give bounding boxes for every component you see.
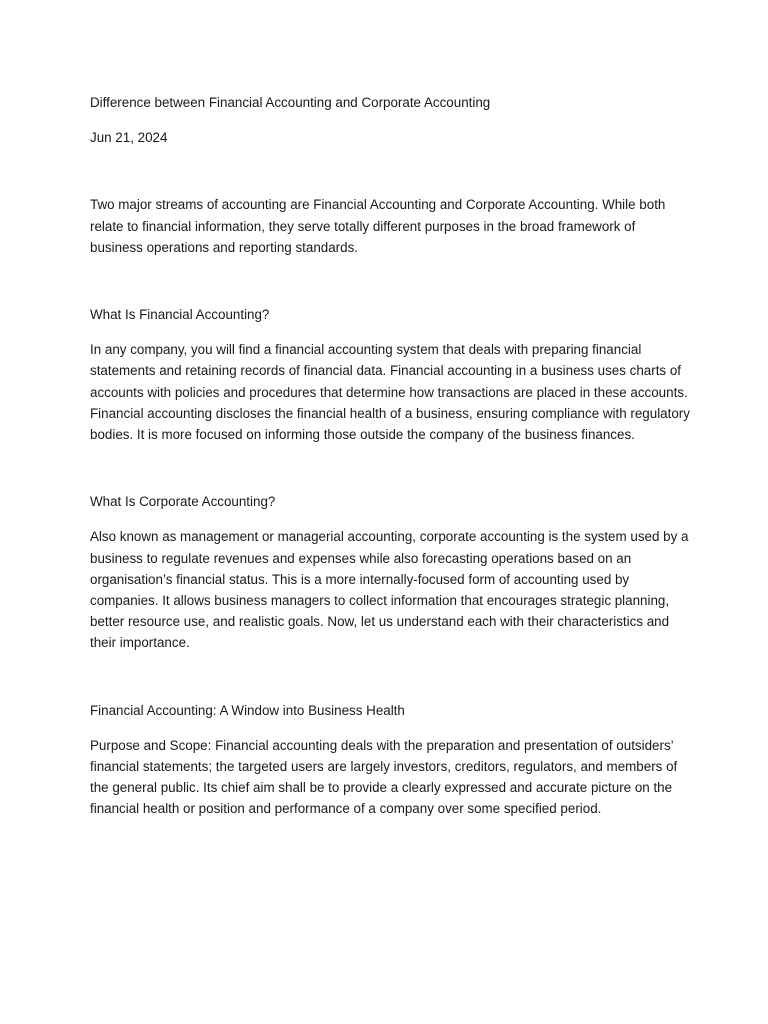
- section-body-business-health: Purpose and Scope: Financial accounting deals with the preparation and presentation of outsiders’ financial statements; the targeted users are largely investors, creditors, regulators, and members of the general public. Its chief aim shall be to provide a clearly expressed and accurate picture on the financial health or position and performance of a company over some specified period.: [90, 737, 678, 817]
- section-body-corporate-accounting: Also known as management or managerial accounting, corporate accounting is the system used by a business to regulate revenues and expenses while also forecasting operations based on an organisation’s financial status. This is a more internally-focused form of accounting used by companies. It allows business managers to collect information that encourages strategic planning, better resource use, and realistic goals. Now, let us understand each with their characteristics and their importance.: [90, 529, 689, 651]
- document-date: Jun 21, 2024: [90, 130, 168, 146]
- intro-paragraph: Two major streams of accounting are Financial Accounting and Corporate Accounting. While both relate to financial information, they serve totally different purposes in the broad framework of business operations and reporting standards.: [90, 197, 666, 255]
- document-title: Difference between Financial Accounting and Corporate Accounting: [90, 95, 491, 110]
- section-body-financial-accounting: In any company, you will find a financial accounting system that deals with preparing financial statements and retaining records of financial data. Financial accounting in a business uses charts of accounts with policies and procedures that determine how transactions are placed in these accounts. Financial accounting discloses the financial health of a business, ensuring compliance with regulatory bodies. It is more focused on informing those outside the company of the business finances.: [90, 342, 690, 443]
- section-heading-business-health: Financial Accounting: A Window into Business Health: [90, 702, 405, 718]
- section-heading-financial-accounting: What Is Financial Accounting?: [90, 307, 270, 323]
- document-page: [90, 92, 690, 866]
- section-heading-corporate-accounting: What Is Corporate Accounting?: [90, 494, 276, 510]
